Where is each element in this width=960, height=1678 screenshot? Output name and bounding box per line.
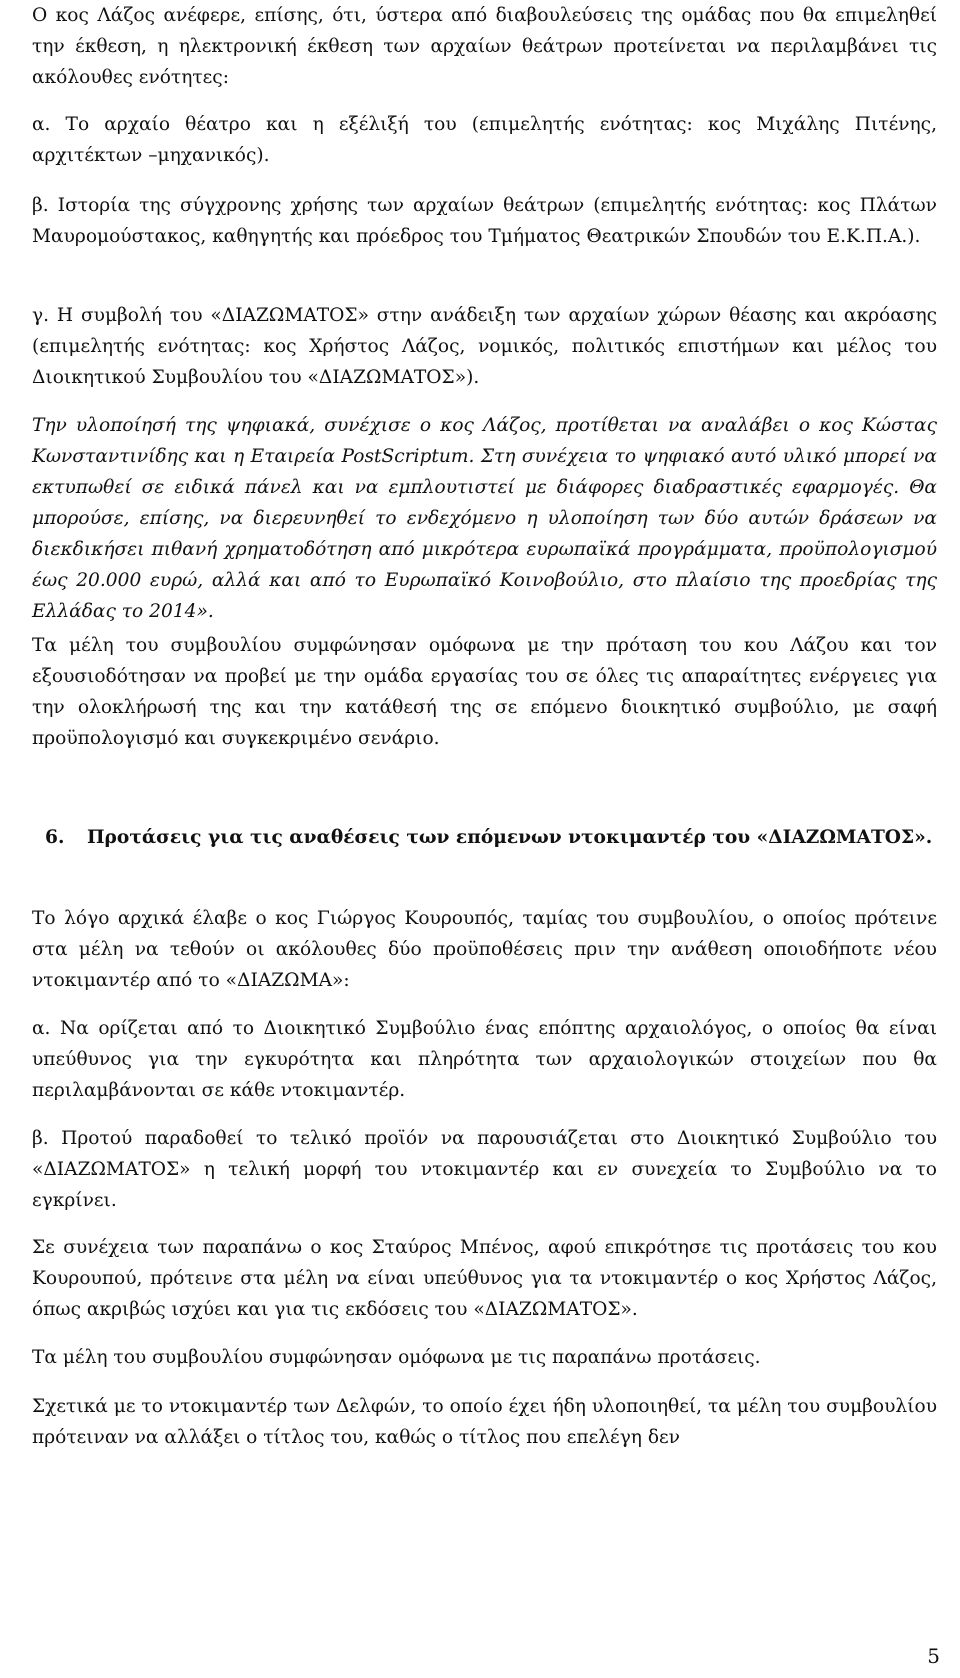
paragraph-delphi-documentary: Σχετικά με το ντοκιμαντέρ των Δελφών, το οποίο έχει ήδη υλοποιηθεί, τα μέλη του συμβουλίου πρότειναν να αλλάξει ο τίτλος του, καθώς ο τίτλος που επελέγη δεν — [32, 1396, 937, 1448]
paragraph-board-agreement: Τα μέλη του συμβουλίου συμφώνησαν ομόφωνα με την πρόταση του κου Λάζου και τον εξουσιοδότησαν να προβεί με την ομάδα εργασίας του σε όλες τις απαραίτητες ενέργειες για την ολοκλήρωσή της και την κατάθεσή της σε επόμενο διοικητικό συμβούλιο, με σαφή προϋπολογισμό και συγκεκριμένο σενάριο. — [32, 635, 937, 749]
paragraph-item-c: γ. Η συμβολή του «ΔΙΑΖΩΜΑΤΟΣ» στην ανάδειξη των αρχαίων χώρων θέασης και ακρόασης (επιμελητής ενότητας: κος Χρήστος Λάζος, νομικός, πολιτικός επιστήμων και μέλος του Διοικητικού Συμβουλίου του «ΔΙΑΖΩΜΑΤΟΣ»). — [32, 305, 937, 388]
paragraph-condition-a: α. Να ορίζεται από το Διοικητικό Συμβούλιο ένας επόπτης αρχαιολόγος, ο οποίος θα είναι υπεύθυνος για την εγκυρότητα και πληρότητα των αρχαιολογικών στοιχείων που θα περιλαμβάνονται σε κάθε ντοκιμαντέρ. — [32, 1018, 937, 1101]
page-number: 5 — [927, 1644, 940, 1668]
section-title: Προτάσεις για τις αναθέσεις των επόμενων ντοκιμαντέρ του «ΔΙΑΖΩΜΑΤΟΣ». — [87, 827, 933, 848]
paragraph-intro: Ο κος Λάζος ανέφερε, επίσης, ότι, ύστερα από διαβουλεύσεις της ομάδας που θα επιμεληθεί την έκθεση, η ηλεκτρονική έκθεση των αρχαίων θεάτρων προτείνεται να περιλαμβάνει τις ακόλουθες ενότητες: — [32, 5, 937, 88]
paragraph-unanimous: Τα μέλη του συμβουλίου συμφώνησαν ομόφωνα με τις παραπάνω προτάσεις. — [32, 1347, 761, 1368]
paragraph-kouroupos-proposal: Το λόγο αρχικά έλαβε ο κος Γιώργος Κουρουπός, ταμίας του συμβουλίου, ο οποίος πρότεινε στα μέλη να τεθούν οι ακόλουθες δύο προϋποθέσεις πριν την ανάθεση οποιοδήποτε νέου ντοκιμαντέρ από το «ΔΙΑΖΩΜΑ»: — [32, 908, 937, 991]
paragraph-benos-proposal: Σε συνέχεια των παραπάνω ο κος Σταύρος Μπένος, αφού επικρότησε τις προτάσεις του κου Κουρουπού, πρότεινε στα μέλη να είναι υπεύθυνος για τα ντοκιμαντέρ ο κος Χρήστος Λάζος, όπως ακριβώς ισχύει και για τις εκδόσεις του «ΔΙΑΖΩΜΑΤΟΣ». — [32, 1237, 937, 1320]
paragraph-condition-b: β. Προτού παραδοθεί το τελικό προϊόν να παρουσιάζεται στο Διοικητικό Συμβούλιο του «ΔΙΑΖΩΜΑΤΟΣ» η τελική μορφή του ντοκιμαντέρ και εν συνεχεία το Συμβούλιο να το εγκρίνει. — [32, 1128, 937, 1211]
section-heading — [45, 822, 937, 853]
paragraph-item-b: β. Ιστορία της σύγχρονης χρήσης των αρχαίων θεάτρων (επιμελητής ενότητας: κος Πλάτων Μαυρομούστακος, καθηγητής και πρόεδρος του Τμήματος Θεατρικών Σπουδών του Ε.Κ.Π.Α.). — [32, 195, 937, 247]
section-number: 6. — [45, 827, 65, 848]
paragraph-item-a: α. Το αρχαίο θέατρο και η εξέλιξή του (επιμελητής ενότητας: κος Μιχάλης Πιτένης, αρχιτέκτων –μηχανικός). — [32, 114, 937, 166]
paragraph-digital-implementation: Την υλοποίησή της ψηφιακά, συνέχισε ο κος Λάζος, προτίθεται να αναλάβει ο κος Κώστας Κωνσταντινίδης και η Εταιρεία PostScriptum. Στη συνέχεια το ψηφιακό αυτό υλικό μπορεί να εκτυπωθεί σε ειδικά πάνελ και να εμπλουτιστεί με διάφορες διαδραστικές εφαρμογές. Θα μπορούσε, επίσης, να διερευνηθεί το ενδεχόμενο η υλοποίηση των δύο αυτών δράσεων να διεκδικήσει πιθανή χρηματοδότηση από μικρότερα ευρωπαϊκά προγράμματα, προϋπολογισμού έως 20.000 ευρώ, αλλά και από το Ευρωπαϊκό Κοινοβούλιο, στο πλαίσιο της προεδρίας της Ελλάδας το 2014». — [32, 415, 937, 622]
